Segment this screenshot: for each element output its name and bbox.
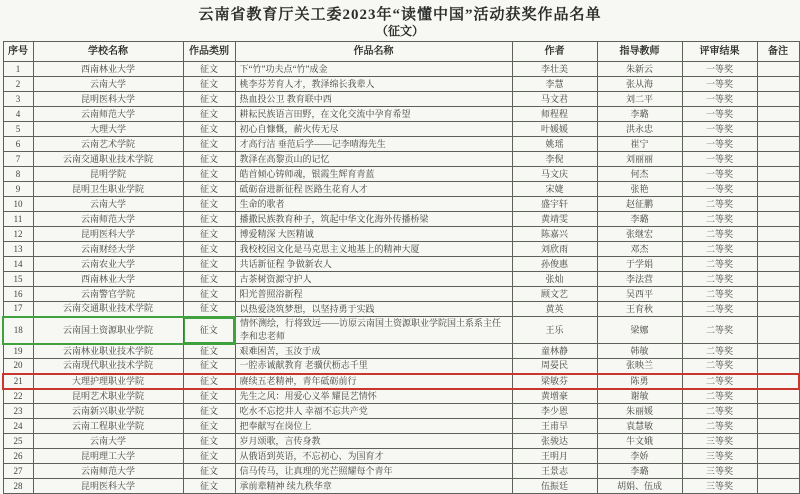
cell-result: 二等奖 [682,317,757,344]
cell-no: 11 [3,212,33,227]
cell-note [757,242,799,257]
cell-author: 黄英 [512,302,597,317]
cell-no: 10 [3,197,33,212]
cell-category: 征文 [183,122,235,137]
cell-title: 艰难困苦，玉汝于成 [235,344,512,359]
cell-result: 三等奖 [682,479,757,494]
cell-author: 周晏民 [512,359,597,374]
table-row [3,227,799,242]
cell-author: 李倪 [512,152,597,167]
cell-category: 征文 [183,107,235,122]
cell-school: 云南工程职业学院 [33,419,183,434]
cell-note [757,479,799,494]
cell-title: 岁月颂歌，言传身教 [235,434,512,449]
cell-result: 一等奖 [682,77,757,92]
cell-author: 姚瑶 [512,137,597,152]
cell-title: 教泽在高黎贡山的记忆 [235,152,512,167]
table-row [3,182,799,197]
cell-advisor: 洪永忠 [597,122,682,137]
cell-category: 征文 [183,374,235,389]
cell-author: 童林静 [512,344,597,359]
cell-result: 二等奖 [682,359,757,374]
cell-school: 云南大学 [33,197,183,212]
header-title: 作品名称 [235,42,512,62]
cell-result: 二等奖 [682,272,757,287]
cell-title: 才高行洁 垂范后学——记李晴海先生 [235,137,512,152]
cell-note [757,374,799,389]
cell-school: 大理大学 [33,122,183,137]
cell-result: 一等奖 [682,122,757,137]
cell-advisor: 张艳 [597,182,682,197]
cell-note [757,287,799,302]
cell-result: 二等奖 [682,389,757,404]
cell-category: 征文 [183,182,235,197]
table-row [3,404,799,419]
cell-author: 宋婕 [512,182,597,197]
cell-school: 昆明医科大学 [33,227,183,242]
cell-school: 云南艺术学院 [33,137,183,152]
cell-result: 二等奖 [682,242,757,257]
cell-author: 李壮美 [512,62,597,77]
cell-advisor: 李璐 [597,212,682,227]
table-row [3,197,799,212]
cell-category: 征文 [183,167,235,182]
cell-school: 云南农业大学 [33,257,183,272]
cell-title: 情怀测绘，行将致远——访原云南国土资源职业学院国土系系主任李和忠老师 [235,317,512,344]
cell-no: 16 [3,287,33,302]
cell-school: 云南师范大学 [33,464,183,479]
cell-note [757,107,799,122]
cell-title: 先生之风：用爱心义举 耀昆艺情怀 [235,389,512,404]
header-no: 序号 [3,42,33,62]
cell-author: 伍振廷 [512,479,597,494]
table-row [3,77,799,92]
cell-author: 张灿 [512,272,597,287]
cell-no: 20 [3,359,33,374]
cell-category: 征文 [183,317,235,344]
cell-advisor: 梁娜 [597,317,682,344]
table-row [3,152,799,167]
cell-no: 19 [3,344,33,359]
cell-category: 征文 [183,419,235,434]
cell-no: 26 [3,449,33,464]
cell-note [757,344,799,359]
cell-note [757,419,799,434]
cell-note [757,212,799,227]
cell-advisor: 李璐 [597,107,682,122]
cell-note [757,257,799,272]
cell-category: 征文 [183,197,235,212]
cell-result: 二等奖 [682,344,757,359]
cell-school: 云南大学 [33,77,183,92]
cell-author: 叶媛媛 [512,122,597,137]
cell-no: 13 [3,242,33,257]
cell-result: 二等奖 [682,257,757,272]
cell-no: 7 [3,152,33,167]
cell-school: 云南新兴职业学院 [33,404,183,419]
cell-note [757,152,799,167]
table-row [3,92,799,107]
cell-note [757,302,799,317]
cell-note [757,359,799,374]
cell-category: 征文 [183,464,235,479]
cell-school: 云南现代职业技术学院 [33,359,183,374]
table-row [3,302,799,317]
cell-advisor: 邓杰 [597,242,682,257]
cell-note [757,389,799,404]
cell-advisor: 袁慧敏 [597,419,682,434]
cell-school: 云南警官学院 [33,287,183,302]
cell-school: 云南交通职业技术学院 [33,302,183,317]
cell-category: 征文 [183,152,235,167]
cell-author: 李慧 [512,77,597,92]
header-school: 学校名称 [33,42,183,62]
cell-title: 以热爱浇筑梦想，以坚持勇于实践 [235,302,512,317]
cell-no: 8 [3,167,33,182]
cell-category: 征文 [183,212,235,227]
cell-school: 西南林业大学 [33,272,183,287]
cell-author: 张骏达 [512,434,597,449]
cell-advisor: 李璐 [597,464,682,479]
cell-school: 昆明医科大学 [33,92,183,107]
cell-category: 征文 [183,449,235,464]
cell-category: 征文 [183,287,235,302]
cell-title: 皓首倾心铸师魂，银霞生辉育青蓝 [235,167,512,182]
table-row [3,212,799,227]
cell-no: 23 [3,404,33,419]
cell-title: 砥砺奋进新征程 医路生花育人才 [235,182,512,197]
cell-result: 二等奖 [682,374,757,389]
cell-title: 承前辈精神 续九秩华章 [235,479,512,494]
cell-category: 征文 [183,272,235,287]
cell-category: 征文 [183,344,235,359]
cell-category: 征文 [183,242,235,257]
cell-category: 征文 [183,92,235,107]
cell-advisor: 吴西平 [597,287,682,302]
cell-title: 生命的歌者 [235,197,512,212]
table-row [3,107,799,122]
cell-advisor: 何杰 [597,167,682,182]
table-row [3,449,799,464]
cell-no: 12 [3,227,33,242]
cell-result: 二等奖 [682,227,757,242]
award-table [2,41,800,494]
cell-no: 2 [3,77,33,92]
cell-author: 顾文艺 [512,287,597,302]
cell-author: 孙俊惠 [512,257,597,272]
cell-result: 二等奖 [682,404,757,419]
table-row [3,389,799,404]
table-row [3,419,799,434]
cell-note [757,77,799,92]
cell-result: 二等奖 [682,197,757,212]
cell-school: 西南林业大学 [33,62,183,77]
table-body [3,62,799,494]
table-row [3,287,799,302]
cell-advisor: 谢敏 [597,389,682,404]
cell-advisor: 李法营 [597,272,682,287]
cell-no: 17 [3,302,33,317]
cell-note [757,182,799,197]
cell-author: 王明月 [512,449,597,464]
cell-title: 下“竹”功夫点“竹”成金 [235,62,512,77]
cell-note [757,449,799,464]
cell-note [757,404,799,419]
cell-no: 22 [3,389,33,404]
cell-result: 三等奖 [682,434,757,449]
cell-note [757,464,799,479]
cell-school: 昆明医科大学 [33,479,183,494]
cell-title: 把奉献写在岗位上 [235,419,512,434]
cell-title: 耕耘民族语言田野，在文化交流中孕育希望 [235,107,512,122]
cell-note [757,137,799,152]
cell-title: 信马传马，让真理的光芒照耀每个青年 [235,464,512,479]
table-header [3,42,799,62]
cell-category: 征文 [183,389,235,404]
cell-no: 27 [3,464,33,479]
cell-advisor: 刘二平 [597,92,682,107]
cell-note [757,92,799,107]
cell-no: 3 [3,92,33,107]
table-row [3,317,799,344]
cell-title: 共话新征程 争做新农人 [235,257,512,272]
cell-note [757,317,799,344]
cell-no: 28 [3,479,33,494]
cell-category: 征文 [183,77,235,92]
cell-result: 一等奖 [682,167,757,182]
cell-title: 桃李芬芳育人才，教泽绵长我辈人 [235,77,512,92]
cell-result: 二等奖 [682,287,757,302]
cell-school: 云南师范大学 [33,107,183,122]
cell-author: 黄靖雯 [512,212,597,227]
cell-author: 马文庆 [512,167,597,182]
cell-no: 4 [3,107,33,122]
table-row [3,479,799,494]
cell-category: 征文 [183,227,235,242]
cell-result: 二等奖 [682,419,757,434]
cell-school: 昆明卫生职业学院 [33,182,183,197]
cell-advisor: 王育秋 [597,302,682,317]
cell-no: 1 [3,62,33,77]
cell-result: 一等奖 [682,62,757,77]
cell-school: 云南师范大学 [33,212,183,227]
cell-advisor: 张继宏 [597,227,682,242]
cell-no: 14 [3,257,33,272]
cell-result: 三等奖 [682,464,757,479]
cell-author: 李少恩 [512,404,597,419]
cell-category: 征文 [183,302,235,317]
cell-title: 初心自慷慨，薪火传无尽 [235,122,512,137]
cell-result: 一等奖 [682,92,757,107]
cell-school: 云南国土资源职业学院 [33,317,183,344]
cell-title: 从俄语到英语，不忘初心、为国育才 [235,449,512,464]
cell-result: 一等奖 [682,182,757,197]
cell-no: 5 [3,122,33,137]
table-row [3,122,799,137]
cell-advisor: 张映兰 [597,359,682,374]
header-note: 备注 [757,42,799,62]
cell-title: 阳光普照浴新程 [235,287,512,302]
cell-note [757,434,799,449]
cell-note [757,272,799,287]
cell-title: 一腔赤诚献教育 老骥伏枥志千里 [235,359,512,374]
cell-no: 6 [3,137,33,152]
cell-result: 二等奖 [682,302,757,317]
cell-school: 昆明学院 [33,167,183,182]
cell-advisor: 赵征鹏 [597,197,682,212]
cell-note [757,167,799,182]
cell-title: 播撒民族教育种子，筑起中华文化海外传播桥梁 [235,212,512,227]
cell-author: 刘欣雨 [512,242,597,257]
cell-school: 昆明理工大学 [33,449,183,464]
cell-note [757,122,799,137]
cell-note [757,62,799,77]
cell-note [757,227,799,242]
cell-advisor: 韩敏 [597,344,682,359]
cell-advisor: 于学娟 [597,257,682,272]
cell-result: 三等奖 [682,449,757,464]
table-row [3,464,799,479]
cell-no: 24 [3,419,33,434]
cell-advisor: 刘丽丽 [597,152,682,167]
cell-title: 热血投公卫 教育联中西 [235,92,512,107]
header-row [3,42,799,62]
cell-advisor: 张从海 [597,77,682,92]
cell-category: 征文 [183,62,235,77]
cell-title: 我校校园文化是马克思主义地基上的精神大厦 [235,242,512,257]
cell-advisor: 朱丽媛 [597,404,682,419]
cell-title: 古茶树资源守护人 [235,272,512,287]
cell-author: 王乐 [512,317,597,344]
cell-title: 赓续五老精神，青年砥砺前行 [235,374,512,389]
cell-no: 18 [3,317,33,344]
cell-school: 云南大学 [33,434,183,449]
cell-title: 吃水不忘挖井人 幸福不忘共产党 [235,404,512,419]
page-subtitle: （征文） [375,24,424,38]
cell-no: 15 [3,272,33,287]
cell-category: 征文 [183,359,235,374]
cell-category: 征文 [183,434,235,449]
cell-note [757,197,799,212]
cell-school: 大理护理职业学院 [33,374,183,389]
cell-category: 征文 [183,479,235,494]
cell-author: 马文君 [512,92,597,107]
cell-author: 盛宇轩 [512,197,597,212]
header-author: 作者 [512,42,597,62]
table-row [3,62,799,77]
cell-result: 一等奖 [682,152,757,167]
cell-category: 征文 [183,137,235,152]
cell-advisor: 朱新云 [597,62,682,77]
header-category: 作品类别 [183,42,235,62]
table-row [3,359,799,374]
header-advisor: 指导教师 [597,42,682,62]
cell-no: 9 [3,182,33,197]
cell-result: 一等奖 [682,137,757,152]
cell-school: 云南交通职业技术学院 [33,152,183,167]
cell-category: 征文 [183,257,235,272]
cell-author: 王甫早 [512,419,597,434]
cell-school: 云南财经大学 [33,242,183,257]
table-row [3,167,799,182]
table-row [3,137,799,152]
table-row [3,434,799,449]
table-row [3,242,799,257]
cell-advisor: 崔宁 [597,137,682,152]
table-row [3,257,799,272]
header-result: 评审结果 [682,42,757,62]
table-row [3,344,799,359]
cell-advisor: 胡娟、伍成 [597,479,682,494]
cell-author: 师程程 [512,107,597,122]
cell-advisor: 陈勇 [597,374,682,389]
cell-school: 云南林业职业技术学院 [33,344,183,359]
cell-title: 博爱精深 大医精诚 [235,227,512,242]
cell-author: 梁敏芬 [512,374,597,389]
cell-no: 21 [3,374,33,389]
cell-advisor: 李娇 [597,449,682,464]
cell-advisor: 牛文娥 [597,434,682,449]
cell-author: 王景志 [512,464,597,479]
cell-result: 一等奖 [682,107,757,122]
table-row [3,272,799,287]
cell-school: 昆明艺术职业学院 [33,389,183,404]
cell-author: 黄增豪 [512,389,597,404]
cell-no: 25 [3,434,33,449]
cell-category: 征文 [183,404,235,419]
table-row [3,374,799,389]
cell-author: 陈嘉兴 [512,227,597,242]
cell-result: 二等奖 [682,212,757,227]
page-title: 云南省教育厅关工委2023年“读懂中国”活动获奖作品名单 [198,7,602,23]
